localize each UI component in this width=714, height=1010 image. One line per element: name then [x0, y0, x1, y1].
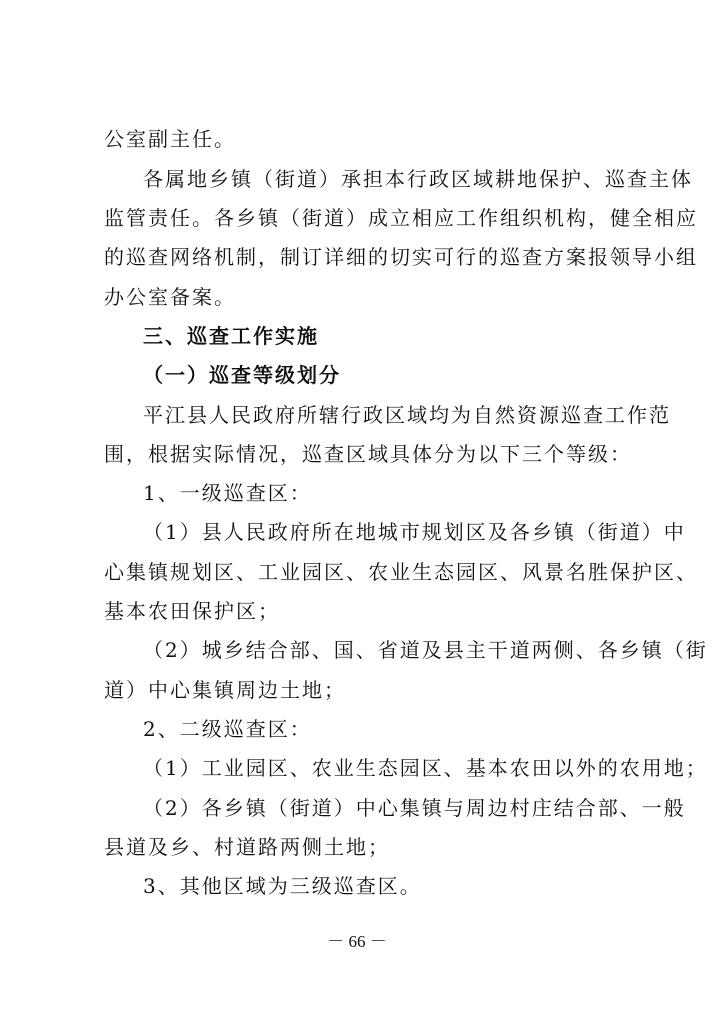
- paragraph-line: 平江县人民政府所辖行政区域均为自然资源巡查工作范: [143, 403, 671, 427]
- paragraph-line: 道）中心集镇周边土地；: [104, 678, 346, 702]
- paragraph-line: 县道及乡、村道路两侧土地；: [104, 835, 390, 859]
- paragraph-line: （2）城乡结合部、国、省道及县主干道两侧、各乡镇（街: [143, 638, 708, 662]
- list-heading: 3、其他区域为三级巡查区。: [143, 874, 422, 898]
- paragraph-line: 的巡查网络机制，制订详细的切实可行的巡查方案报领导小组: [104, 245, 698, 269]
- page-number: － 66 －: [327, 932, 387, 951]
- paragraph-line: 基本农田保护区；: [104, 599, 280, 623]
- list-heading: 1、一级巡查区：: [143, 481, 312, 505]
- list-heading: 2、二级巡查区：: [143, 717, 312, 741]
- paragraph-line: （1）县人民政府所在地城市规划区及各乡镇（街道）中: [143, 520, 686, 544]
- subsection-heading: （一）巡查等级划分: [143, 363, 341, 387]
- paragraph-line: 公室副主任。: [104, 127, 236, 151]
- paragraph-line: 办公室备案。: [104, 285, 236, 309]
- section-heading: 三、巡查工作实施: [143, 324, 319, 348]
- paragraph-line: 围，根据实际情况，巡查区域具体分为以下三个等级：: [104, 442, 632, 466]
- paragraph-line: 各属地乡镇（街道）承担本行政区域耕地保护、巡查主体: [143, 167, 693, 191]
- paragraph-line: （1）工业园区、农业生态园区、基本农田以外的农用地；: [143, 756, 708, 780]
- paragraph-line: （2）各乡镇（街道）中心集镇与周边村庄结合部、一般: [143, 796, 686, 820]
- paragraph-line: 心集镇规划区、工业园区、农业生态园区、风景名胜保护区、: [104, 560, 698, 584]
- paragraph-line: 监管责任。各乡镇（街道）成立相应工作组织机构，健全相应: [104, 206, 698, 230]
